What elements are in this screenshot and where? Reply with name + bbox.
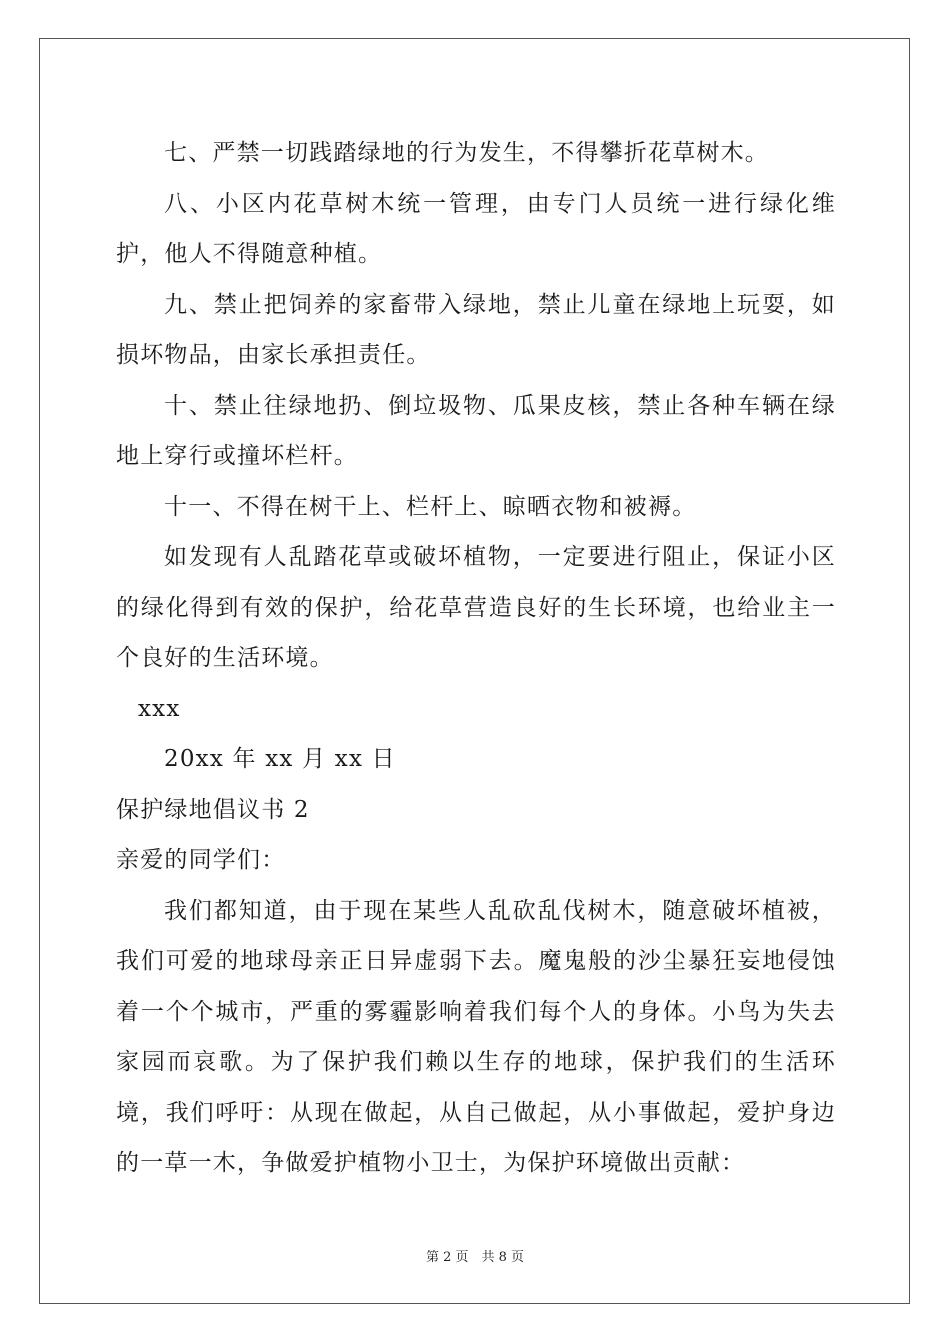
- rule-eleven: 十一、不得在树干上、栏杆上、晾晒衣物和被褥。: [164, 493, 697, 520]
- rule-seven: 七、严禁一切践踏绿地的行为发生，不得攀折花草树木。: [164, 140, 769, 166]
- signature: xxx: [138, 695, 181, 722]
- rule-ten: 十、禁止往绿地扔、倒垃圾物、瓜果皮核，禁止各种车辆在绿地上穿行或撞坏栏杆。: [116, 392, 836, 469]
- section-title: 保护绿地倡议书 2: [116, 796, 310, 823]
- closing-paragraph: 如发现有人乱踏花草或破坏植物，一定要进行阻止，保证小区的绿化得到有效的保护，给花草营造良好的生长环境，也给业主一个良好的生活环境。: [116, 544, 836, 671]
- rule-eight: 八、小区内花草树木统一管理，由专门人员统一进行绿化维护，他人不得随意种植。: [116, 190, 836, 267]
- page-footer: 第 2 页 共 8 页: [425, 1250, 525, 1265]
- greeting: 亲爱的同学们：: [116, 847, 286, 873]
- body-paragraph: 我们都知道，由于现在某些人乱砍乱伐树木，随意破坏植被，我们可爱的地球母亲正日异虚弱下去。魔鬼般的沙尘暴狂妄地侵蚀着一个个城市，严重的雾霾影响着我们每个人的身体。小鸟为失去家园而哀歌。为了保护我们赖以生存的地球，保护我们的生活环境，我们呼吁：从现在做起，从自己做起，从小事做起，爱护身边的一草一木，争做爱护植物小卫士，为保护环境做出贡献：: [116, 897, 836, 1176]
- rule-nine: 九、禁止把饲养的家畜带入绿地，禁止儿童在绿地上玩耍，如损坏物品，由家长承担责任。: [116, 291, 836, 368]
- date-line: 20xx 年 xx 月 xx 日: [164, 746, 396, 772]
- document-body: [116, 128, 836, 1189]
